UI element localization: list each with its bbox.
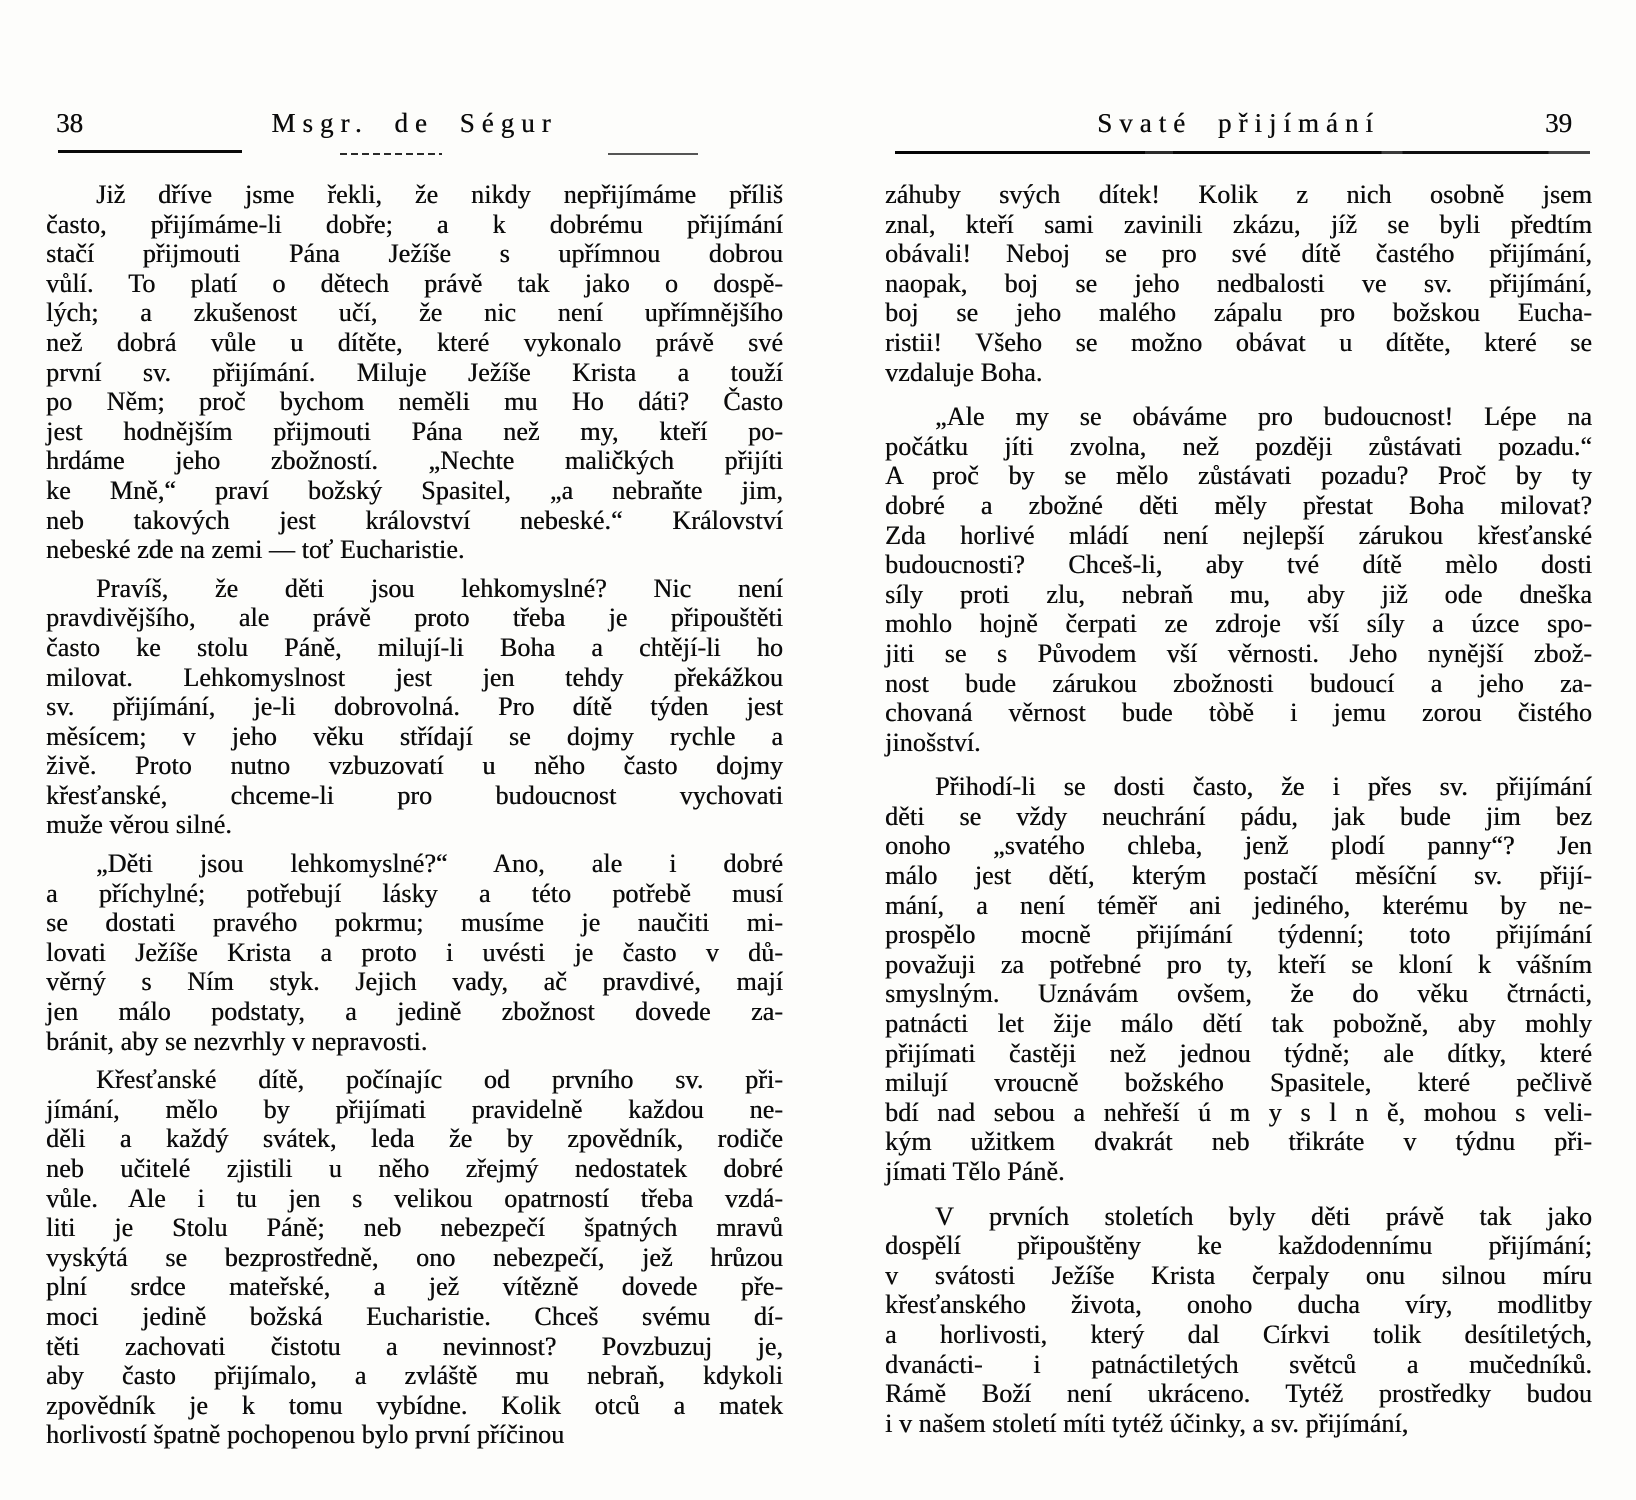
text-line: horlivostí špatně pochopenou bylo první příčinou: [46, 1420, 565, 1450]
text-line: boj se jeho malého zápalu pro božskou Eucha-: [885, 298, 1592, 328]
text-line: po Něm; proč bychom neměli mu Ho dáti? Často: [46, 387, 783, 417]
text-line: křesťanského života, onoho ducha víry, modlitby: [885, 1290, 1592, 1320]
text-line: často, přijímáme-li dobře; a k dobrému přijímání: [46, 209, 783, 239]
text-line: neb učitelé zjistili u něho zřejmý nedostatek dobré: [46, 1154, 783, 1183]
text-line: děli a každý svátek, leda že by zpovědník, rodiče: [46, 1124, 783, 1154]
text-line: dobré a zbožné děti měly přestat Boha milovat?: [885, 490, 1592, 520]
text-line: jinošství.: [885, 727, 981, 757]
text-line: V prvních stoletích byly děti právě tak jako: [935, 1201, 1592, 1231]
text-line: „Ale my se obáváme pro budoucnost! Lépe na: [935, 402, 1592, 432]
text-line: neb takových jest království nebeské.“ Království: [46, 505, 783, 535]
text-line: těti zachovati čistotu a nevinnost? Povzbuzuj je,: [46, 1331, 783, 1361]
text-line: A proč by se mělo zůstávati pozadu? Proč by ty: [885, 461, 1592, 491]
text-line: budoucnosti? Chceš-li, aby tvé dítě mèlo dosti: [885, 550, 1592, 580]
text-line: počátku jíti zvolna, než později zůstávati pozadu.“: [885, 431, 1592, 461]
text-line: bránit, aby se nezvrhly v nepravosti.: [46, 1026, 428, 1056]
text-line: ristii! Všeho se možno obávat u dítěte, které se: [885, 327, 1592, 357]
text-line: vyskýtá se bezprostředně, ono nebezpečí, jež hrůzou: [46, 1242, 783, 1272]
text-line: mání, a není téměř ani jediného, kterému by ne-: [885, 890, 1592, 920]
text-line: Křesťanské dítě, počínajíc od prvního sv. při-: [96, 1065, 783, 1095]
text-line: moci jedině božská Eucharistie. Chceš svému dí-: [46, 1301, 783, 1331]
paragraph: [885, 1202, 1592, 1439]
header-rule: [895, 151, 1590, 154]
text-line: vůle. Ale i tu jen s velikou opatrností třeba vzdá-: [46, 1183, 783, 1213]
paragraph: [46, 1065, 783, 1450]
page-body-right: [885, 180, 1592, 1438]
paragraph: [885, 180, 1592, 387]
header-rule-segment: [340, 153, 442, 155]
text-line: Pravíš, že děti jsou lehkomyslné? Nic není: [96, 573, 783, 603]
text-line: Přihodí-li se dosti často, že i přes sv. přijímání: [935, 772, 1592, 802]
paragraph: [885, 772, 1592, 1186]
text-line: znal, kteří sami zavinili zkázu, jíž se byli předtím: [885, 209, 1592, 239]
text-line: se dostati pravého pokrmu; musíme je naučiti mi-: [46, 908, 783, 938]
paragraph: [885, 402, 1592, 757]
header-rule-segment: [58, 150, 242, 153]
text-line: smyslným. Uznávám ovšem, že do věku čtrnácti,: [885, 979, 1592, 1009]
paragraph: [46, 180, 783, 565]
text-line: kým užitkem dvakrát neb třikráte v týdnu při-: [885, 1127, 1592, 1157]
text-line: ke Mně,“ praví božský Spasitel, „a nebraňte jim,: [46, 475, 783, 505]
text-line: nost bude zárukou zbožnosti budoucí a jeho za-: [885, 668, 1592, 698]
text-line: hrdáme jeho zbožností. „Nechte maličkých přijíti: [46, 446, 783, 476]
text-line: křesťanské, chceme-li pro budoucnost vychovati: [46, 780, 783, 810]
text-line: dospělí připouštěny ke každodennímu přijímání;: [885, 1231, 1592, 1261]
page-38: [46, 0, 783, 1500]
text-line: nebeské zde na zemi — toť Eucharistie.: [46, 535, 465, 565]
text-line: a příchylné; potřebují lásky a této potřebě musí: [46, 878, 783, 908]
text-line: prospělo mocně přijímání týdenní; toto přijímání: [885, 920, 1592, 950]
text-line: patnácti let žije málo dětí tak pobožně, aby mohly: [885, 1009, 1592, 1039]
text-line: dvanácti- i patnáctiletých světců a mučedníků.: [885, 1349, 1592, 1379]
text-line: milují vroucně božského Spasitele, které pečlivě: [885, 1068, 1592, 1098]
text-line: onoho „svatého chleba, jenž plodí panny“? Jen: [885, 831, 1592, 861]
text-line: liti je Stolu Páně; neb nebezpečí špatných mravů: [46, 1213, 783, 1243]
text-line: záhuby svých dítek! Kolik z nich osobně jsem: [885, 180, 1592, 209]
text-line: lovati Ježíše Krista a proto i uvésti je často v dů-: [46, 937, 783, 967]
text-line: než dobrá vůle u dítěte, které vykonalo právě své: [46, 327, 783, 357]
text-line: málo jest dětí, kterým postačí měsíční sv. přijí-: [885, 861, 1592, 891]
text-line: „Děti jsou lehkomyslné?“ Ano, ale i dobré: [96, 849, 783, 879]
text-line: bdí nad sebou a nehřeší ú m y s l n ě, mohou s veli-: [885, 1097, 1592, 1127]
text-line: Rámě Boží není ukráceno. Tytéž prostředky budou: [885, 1379, 1592, 1409]
text-line: síly proti zlu, nebraň mu, aby již ode dneška: [885, 579, 1592, 609]
text-line: jímání, mělo by přijímati pravidelně každou ne-: [46, 1094, 783, 1124]
text-line: považuji za potřebné pro ty, kteří se kloní k vášním: [885, 949, 1592, 979]
text-line: často ke stolu Páně, milují-li Boha a chtějí-li ho: [46, 632, 783, 662]
text-line: lých; a zkušenost učí, že nic není upřímnějšího: [46, 298, 783, 328]
page-39: [885, 0, 1592, 1500]
text-line: Zda horlivé mládí není nejlepší zárukou křesťanské: [885, 520, 1592, 550]
text-line: jímati Tělo Páně.: [885, 1157, 1065, 1186]
text-line: i v našem století míti tytéž účinky, a sv. přijímání,: [885, 1408, 1409, 1438]
text-line: věrný s Ním styk. Jejich vady, ač pravdivé, mají: [46, 967, 783, 997]
paragraph: [46, 574, 783, 840]
text-line: stačí přijmouti Pána Ježíše s upřímnou dobrou: [46, 239, 783, 269]
text-line: první sv. přijímání. Miluje Ježíše Krista a touží: [46, 357, 783, 387]
text-line: naopak, boj se jeho nedbalosti ve sv. přijímání,: [885, 268, 1592, 298]
text-line: sv. přijímání, je-li dobrovolná. Pro dítě týden jest: [46, 692, 783, 722]
text-line: zpovědník je k tomu vybídne. Kolik otců a matek: [46, 1390, 783, 1420]
text-line: chovaná věrnost bude tòbě i jemu zorou čistého: [885, 698, 1592, 728]
text-line: obávali! Neboj se pro své dítě častého přijímání,: [885, 239, 1592, 269]
text-line: a horlivosti, který dal Církvi tolik desítiletých,: [885, 1319, 1592, 1349]
page-number-right: 39: [1545, 108, 1572, 138]
text-line: jiti se s Původem vší věrnosti. Jeho nynější zbož-: [885, 638, 1592, 668]
text-line: plní srdce mateřské, a jež vítězně dovede pře-: [46, 1272, 783, 1302]
text-line: mohlo hojně čerpati ze zdroje vší síly a úzce spo-: [885, 609, 1592, 639]
text-line: vůlí. To platí o dětech právě tak jako o dospě-: [46, 268, 783, 298]
text-line: živě. Proto nutno vzbuzovatí u něho často dojmy: [46, 751, 783, 781]
text-line: pravdivějšího, ale právě proto třeba je připouštěti: [46, 603, 783, 633]
header-rule-segment: [608, 153, 698, 155]
paragraph: [46, 849, 783, 1056]
text-line: děti se vždy neuchrání pádu, jak bude jim bez: [885, 801, 1592, 831]
text-line: v svátosti Ježíše Krista čerpaly onu silnou míru: [885, 1260, 1592, 1290]
text-line: Již dříve jsme řekli, že nikdy nepřijímáme příliš: [96, 180, 783, 209]
page-number-left: 38: [56, 108, 83, 138]
running-title-left: Msgr. de Ségur: [271, 108, 558, 138]
text-line: muže věrou silné.: [46, 810, 232, 840]
text-line: jest hodnějším přijmouti Pána než my, kteří po-: [46, 416, 783, 446]
text-line: měsícem; v jeho věku střídají se dojmy rychle a: [46, 721, 783, 751]
text-line: milovat. Lehkomyslnost jest jen tehdy překážkou: [46, 662, 783, 692]
text-line: aby často přijímalo, a zvláště mu nebraň, kdykoli: [46, 1361, 783, 1391]
page-body-left: [46, 180, 783, 1450]
text-line: vzdaluje Boha.: [885, 357, 1043, 387]
text-line: přijímati častěji než jednou týdně; ale dítky, které: [885, 1038, 1592, 1068]
text-line: jen málo podstaty, a jedině zbožnost dovede za-: [46, 997, 783, 1027]
running-title-right: Svaté přijímání: [1097, 108, 1380, 138]
